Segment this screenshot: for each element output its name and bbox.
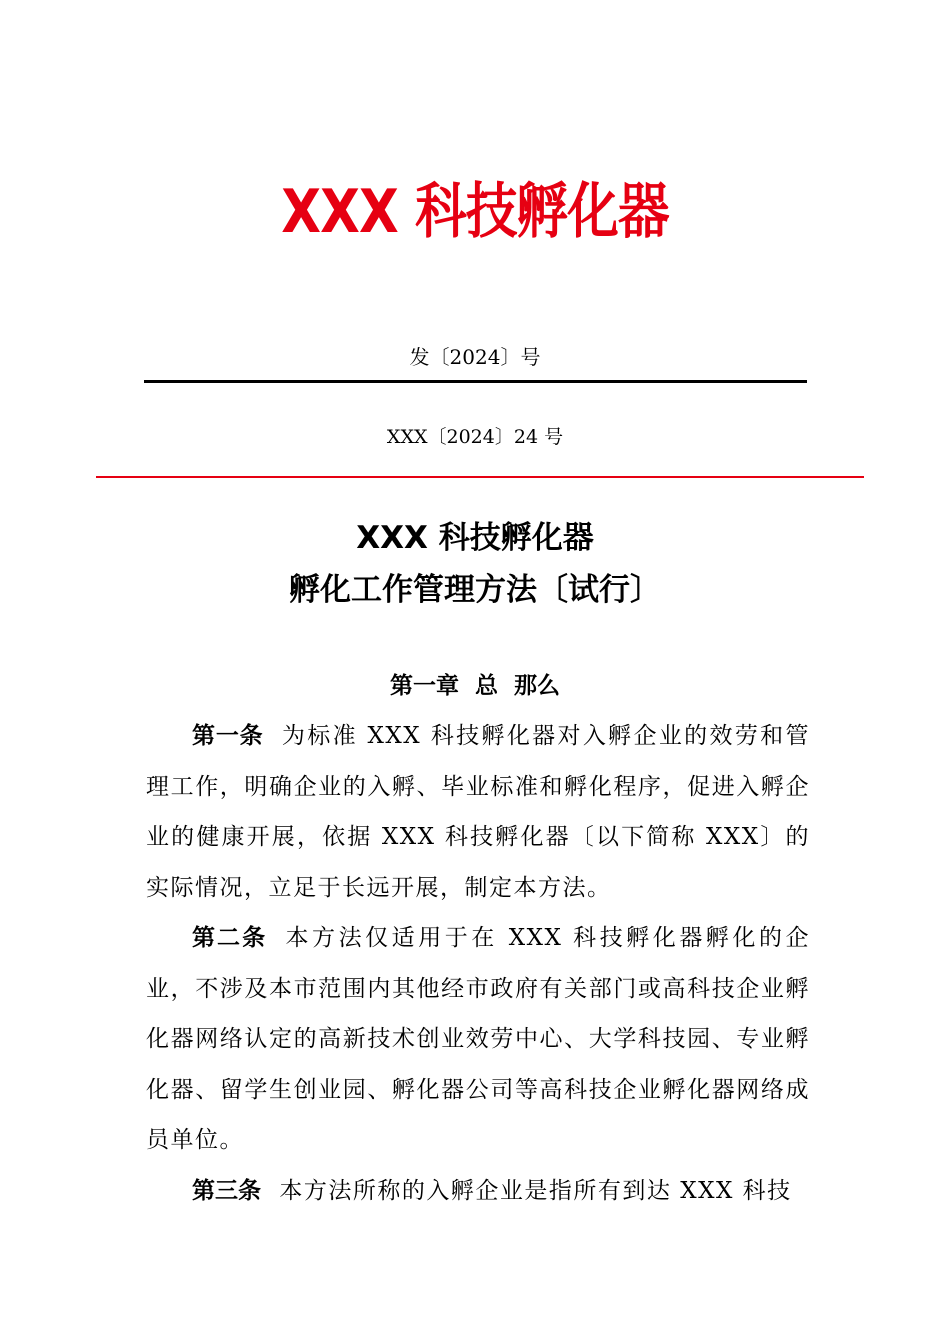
article-2-label: 第二条 xyxy=(192,925,268,951)
black-divider xyxy=(144,380,807,383)
article-1-text: 为标准 XXX 科技孵化器对入孵企业的效劳和管理工作，明确企业的入孵、毕业标准和孵化程序，促进入孵企业的健康开展，依据 XXX 科技孵化器〔以下简称 XXX〕的实际情况，立足于长远开展，制定本方法。 xyxy=(146,723,811,901)
document-title-line-1: XXX 科技孵化器 xyxy=(356,520,594,556)
chapter-heading: 第一章 总 那么 xyxy=(389,673,561,699)
red-divider xyxy=(96,476,864,478)
document-number: XXX〔2024〕24 号 xyxy=(386,426,564,448)
article-3-label: 第三条 xyxy=(192,1177,261,1204)
document-title xyxy=(0,512,950,616)
issue-line: 发〔2024〕号 xyxy=(409,345,541,369)
article-2 xyxy=(146,913,810,1166)
article-3-text: 本方法所称的入孵企业是指所有到达 XXX 科技 xyxy=(279,1177,792,1204)
body-text xyxy=(146,711,810,1216)
article-1-label: 第一条 xyxy=(192,723,264,749)
article-2-text: 本方法仅适用于在 XXX 科技孵化器孵化的企业，不涉及本市范围内其他经市政府有关部门或高科技企业孵化器网络认定的高新技术创业效劳中心、大学科技园、专业孵化器、留学生创业园、孵化器公司等高科技企业孵化器网络成员单位。 xyxy=(146,925,810,1153)
article-1 xyxy=(146,711,810,913)
masthead-title: XXX 科技孵化器 xyxy=(281,177,669,247)
document-title-line-2: 孵化工作管理方法〔试行〕 xyxy=(289,572,661,608)
article-3 xyxy=(146,1166,810,1217)
